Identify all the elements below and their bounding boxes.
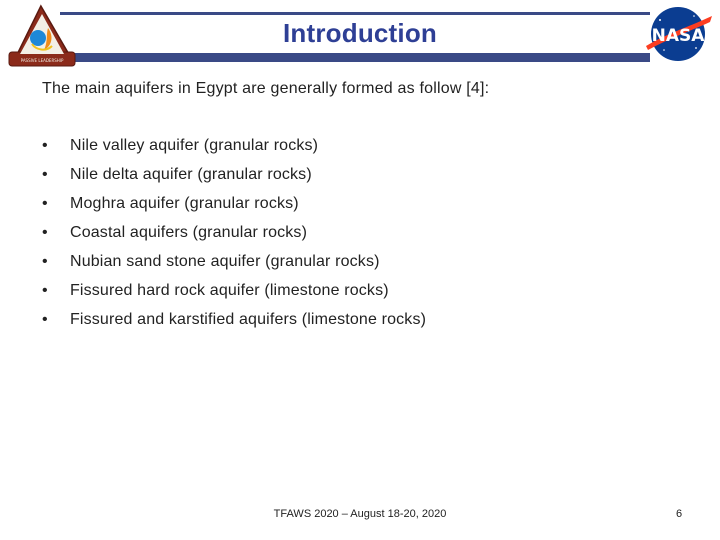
bullet-dot: •	[42, 253, 48, 270]
list-item-text: Moghra aquifer (granular rocks)	[70, 195, 299, 212]
list-item	[42, 223, 426, 252]
bullet-dot: •	[42, 166, 48, 183]
list-item	[42, 136, 426, 165]
list-item	[42, 310, 426, 339]
list-item	[42, 252, 426, 281]
list-item-text: Nile valley aquifer (granular rocks)	[70, 137, 319, 154]
list-item-text: Nile delta aquifer (granular rocks)	[70, 166, 312, 183]
footer-text: TFAWS 2020 – August 18-20, 2020	[273, 508, 447, 520]
bullet-list	[42, 136, 426, 339]
nasa-logo-text: NASA	[651, 26, 705, 46]
list-item	[42, 281, 426, 310]
page-number: 6	[676, 508, 683, 520]
header-bar-top	[60, 12, 650, 15]
list-item	[42, 165, 426, 194]
svg-text:PASSIVE LEADERSHIP: PASSIVE LEADERSHIP	[20, 58, 64, 63]
header-bar-bottom	[60, 53, 650, 62]
nasa-meatball-logo	[640, 4, 716, 64]
list-item	[42, 194, 426, 223]
intro-text: The main aquifers in Egypt are generally formed as follow [4]:	[42, 80, 490, 97]
bullet-dot: •	[42, 195, 48, 212]
bullet-dot: •	[42, 282, 48, 299]
list-item-text: Coastal aquifers (granular rocks)	[70, 224, 308, 241]
list-item-text: Fissured hard rock aquifer (limestone rocks)	[70, 282, 389, 299]
bullet-dot: •	[42, 224, 48, 241]
tfaws-badge-logo	[2, 2, 82, 72]
list-item-text: Fissured and karstified aquifers (limestone rocks)	[70, 311, 427, 328]
bullet-dot: •	[42, 311, 48, 328]
list-item-text: Nubian sand stone aquifer (granular rocks)	[70, 253, 380, 270]
bullet-dot: •	[42, 137, 48, 154]
slide-title: Introduction	[282, 18, 438, 48]
